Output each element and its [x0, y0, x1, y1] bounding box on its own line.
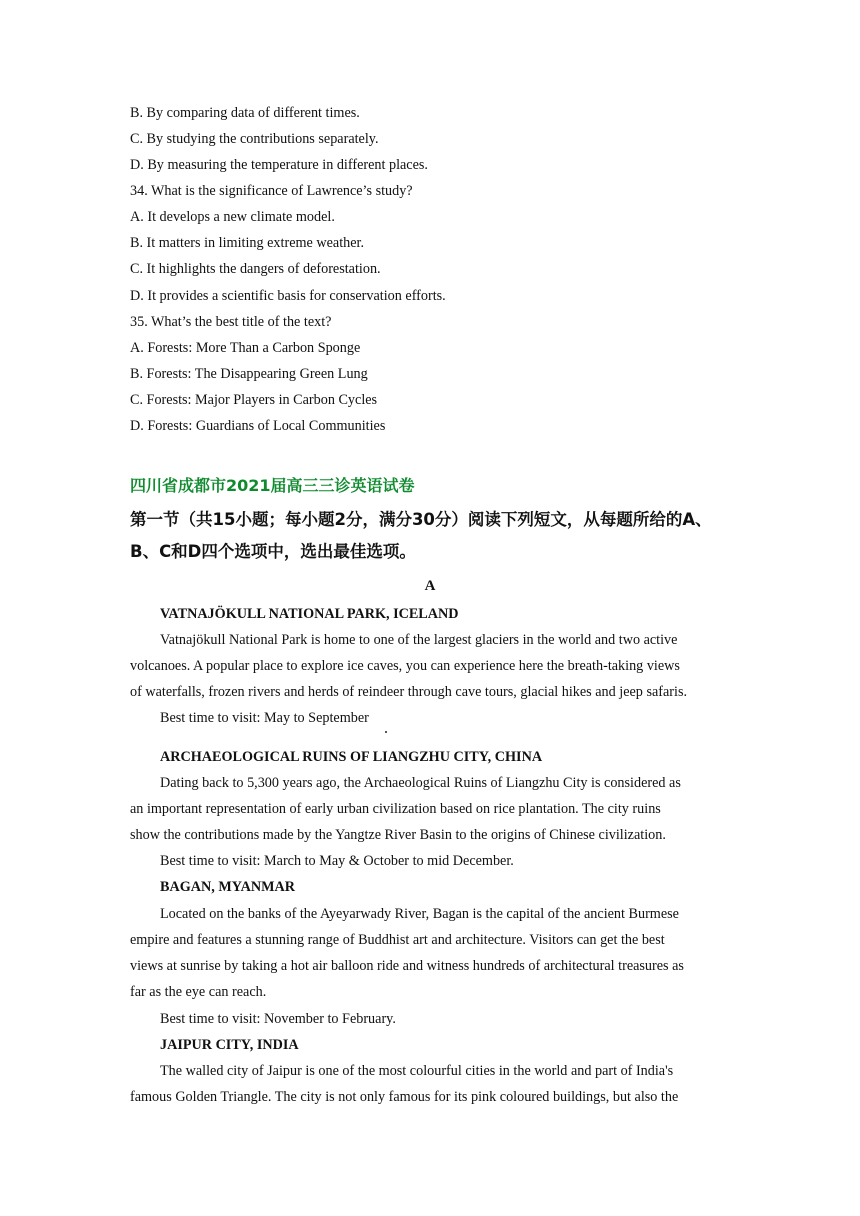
section-heading-liangzhu: ARCHAEOLOGICAL RUINS OF LIANGZHU CITY, CHINA — [160, 749, 543, 765]
question-35: 35. What’s the best title of the text? — [130, 314, 332, 330]
section-text-line: volcanoes. A popular place to explore ice caves, you can experience here the breath-taking views — [130, 658, 680, 674]
section-text-line: Vatnajökull National Park is home to one of the largest glaciers in the world and two active — [160, 632, 678, 648]
section-text-line: show the contributions made by the Yangtze River Basin to the origins of Chinese civilization. — [130, 827, 666, 843]
section-text-line: famous Golden Triangle. The city is not only famous for its pink coloured buildings, but also the — [130, 1089, 679, 1105]
option-34-d: D. It provides a scientific basis for conservation efforts. — [130, 288, 446, 304]
option-35-a: A. Forests: More Than a Carbon Sponge — [130, 340, 361, 356]
section-text-line: of waterfalls, frozen rivers and herds of reindeer through cave tours, glacial hikes and jeep safaris. — [130, 684, 688, 700]
section-text-line: Dating back to 5,300 years ago, the Archaeological Ruins of Liangzhu City is considered as — [160, 775, 681, 791]
section-heading-vatnajokull: VATNAJÖKULL NATIONAL PARK, ICELAND — [160, 606, 459, 622]
instruction-line-1: 第一节（共15小题；每小题2分，满分30分）阅读下列短文，从每题所给的A、 — [130, 510, 712, 529]
best-time-vatnajokull: Best time to visit: May to September — [160, 710, 369, 726]
option-35-b: B. Forests: The Disappearing Green Lung — [130, 366, 368, 382]
section-text-line: views at sunrise by taking a hot air balloon ride and witness hundreds of architectural treasures as — [130, 958, 684, 974]
section-text-line: The walled city of Jaipur is one of the most colourful cities in the world and part of India's — [160, 1063, 674, 1079]
section-heading-jaipur: JAIPUR CITY, INDIA — [160, 1037, 299, 1053]
option-34-b: B. It matters in limiting extreme weather. — [130, 235, 365, 251]
section-text-line: Located on the banks of the Ayeyarwady River, Bagan is the capital of the ancient Burmese — [160, 906, 679, 922]
passage-label: A — [424, 578, 436, 594]
option-35-d: D. Forests: Guardians of Local Communities — [130, 418, 386, 434]
section-heading-bagan: BAGAN, MYANMAR — [160, 879, 296, 895]
section-text-line: an important representation of early urban civilization based on rice plantation. The city ruins — [130, 801, 661, 817]
option-33-b: B. By comparing data of different times. — [130, 105, 360, 121]
option-33-d: D. By measuring the temperature in different places. — [130, 157, 428, 173]
stray-dot — [385, 731, 387, 733]
option-33-c: C. By studying the contributions separately. — [130, 131, 379, 147]
instruction-line-2: B、C和D四个选项中，选出最佳选项。 — [130, 542, 416, 561]
option-34-a: A. It develops a new climate model. — [130, 209, 335, 225]
question-34: 34. What is the significance of Lawrence’s study? — [130, 183, 413, 199]
option-35-c: C. Forests: Major Players in Carbon Cycles — [130, 392, 378, 408]
section-text-line: empire and features a stunning range of Buddhist art and architecture. Visitors can get the best — [130, 932, 665, 948]
option-34-c: C. It highlights the dangers of deforestation. — [130, 261, 381, 277]
exam-title: 四川省成都市2021届高三三诊英语试卷 — [130, 476, 415, 495]
best-time-bagan: Best time to visit: November to February. — [160, 1011, 396, 1027]
section-text-line: far as the eye can reach. — [130, 984, 267, 1000]
best-time-liangzhu: Best time to visit: March to May & October to mid December. — [160, 853, 514, 869]
